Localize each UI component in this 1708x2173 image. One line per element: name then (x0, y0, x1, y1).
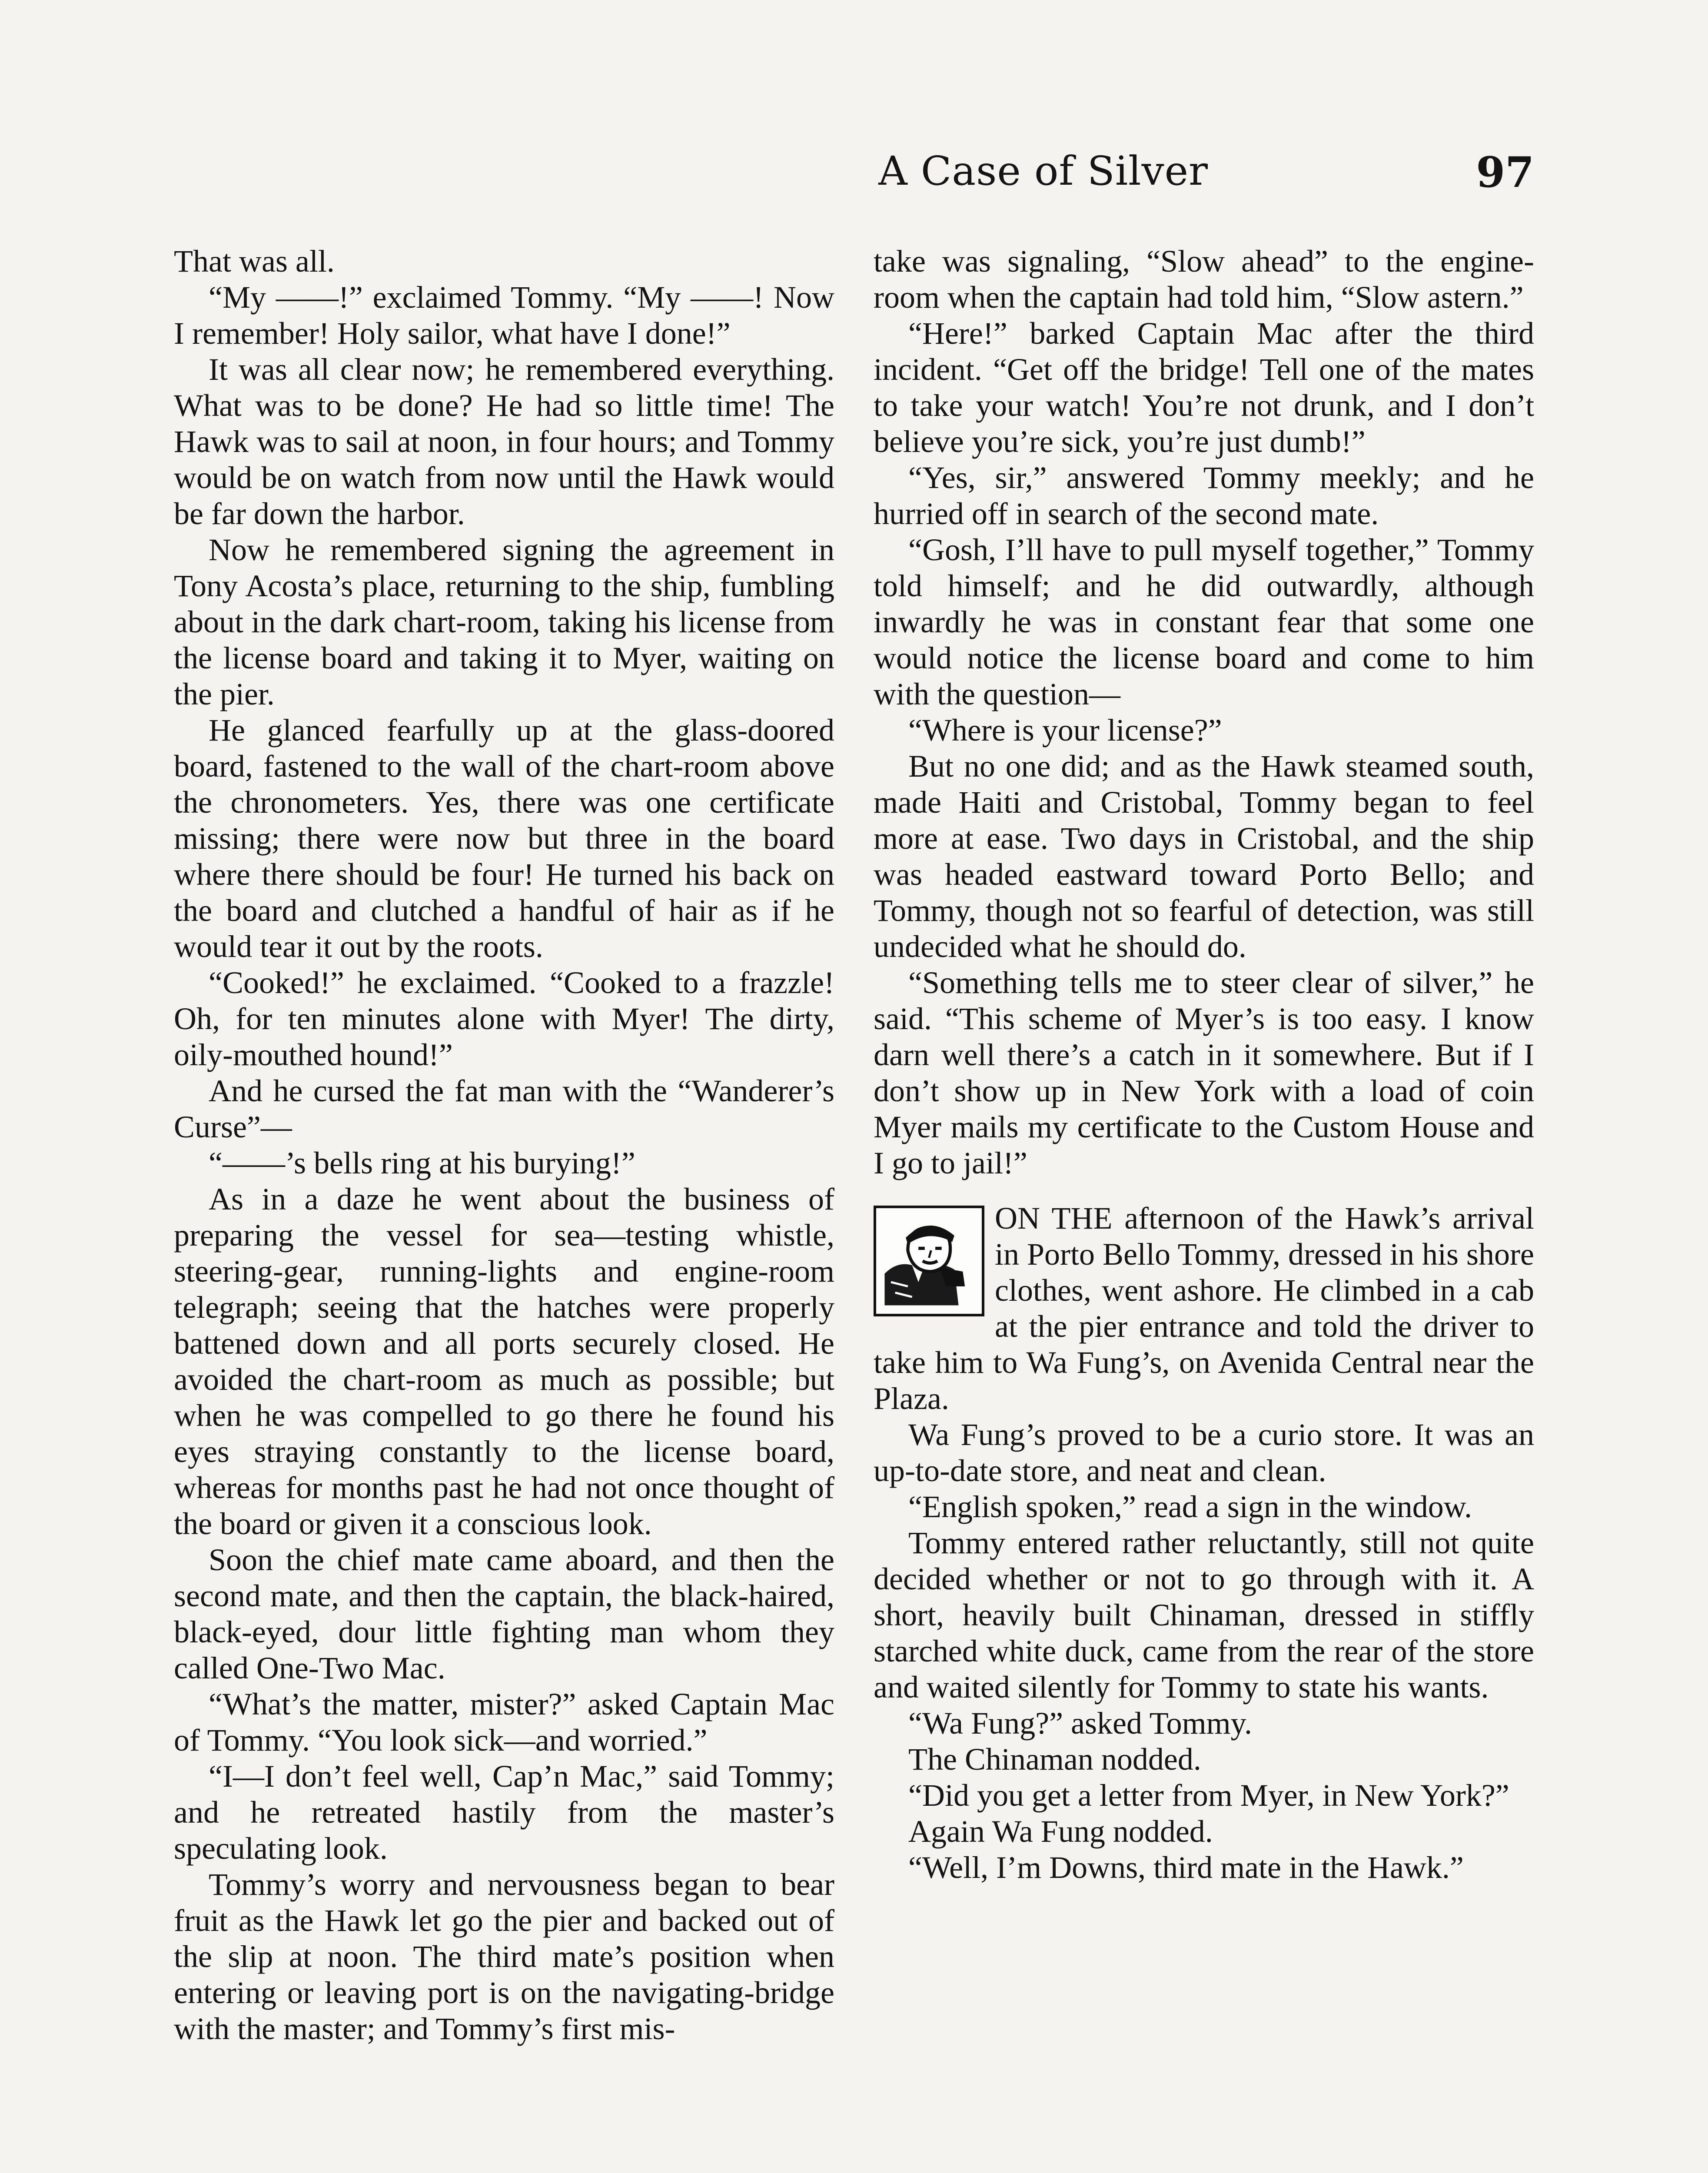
paragraph: Soon the chief mate came aboard, and then the second mate, and then the captain, the black-haired, black-eyed, dour little fighting man whom they called One-Two Mac. (174, 1542, 834, 1685)
paragraph: “Something tells me to steer clear of silver,” he said. “This scheme of Myer’s is too easy. I know darn well there’s a catch in it somewhere. But if I don’t show up in New York with a load of coin Myer mails my certificate to the Custom House and I go to jail!” (874, 965, 1534, 1180)
paragraph: “Where is your license?” (908, 713, 1222, 748)
section-break (874, 1200, 1534, 1417)
story-title: A Case of Silver (878, 148, 1208, 194)
paragraph: “Wa Fung?” asked Tommy. (908, 1706, 1252, 1741)
sailor-portrait-icon (874, 1206, 984, 1316)
paragraph: “I—I don’t feel well, Cap’n Mac,” said Tommy; and he retreated hastily from the master’s speculating look. (174, 1759, 834, 1866)
paragraph: “——’s bells ring at his burying!” (209, 1146, 635, 1180)
paragraph: “What’s the matter, mister?” asked Captain Mac of Tommy. “You look sick—and worried.” (174, 1687, 834, 1758)
paragraph: The Chinaman nodded. (908, 1742, 1201, 1777)
paragraph: “Gosh, I’ll have to pull myself together,” Tommy told himself; and he did outwardly, although inwardly he was in constant fear that some one would notice the license board and come to him with the question— (874, 532, 1534, 711)
left-column (174, 243, 834, 2047)
paragraph: And he cursed the fat man with the “Wanderer’s Curse”— (174, 1073, 834, 1144)
paragraph: “Yes, sir,” answered Tommy meekly; and he hurried off in search of the second mate. (874, 460, 1534, 531)
paragraph: “Here!” barked Captain Mac after the third incident. “Get off the bridge! Tell one of the mates to take your watch! You’re not drunk, and I don’t believe you’re sick, you’re just dumb!” (874, 316, 1534, 459)
page-number: 97 (1476, 148, 1534, 197)
paragraph: “Well, I’m Downs, third mate in the Hawk.” (908, 1850, 1464, 1885)
running-head (174, 148, 1534, 209)
paragraph: That was all. (174, 244, 335, 279)
paragraph: But no one did; and as the Hawk steamed south, made Haiti and Cristobal, Tommy began to feel more at ease. Two days in Cristobal, and the ship was headed eastward toward Porto Bello; and Tommy, though not so fearful of detection, was still undecided what he should do. (874, 749, 1534, 964)
paragraph: take was signaling, “Slow ahead” to the engine-room when the captain had told him, “Slow astern.” (874, 244, 1534, 315)
paragraph: As in a daze he went about the business of preparing the vessel for sea—testing whistle, steering-gear, running-lights and engine-room telegraph; seeing that the hatches were properly battened down and all ports securely closed. He avoided the chart-room as much as possible; but when he was compelled to go there he found his eyes straying constantly to the license board, whereas for months past he had not once thought of the board or given it a conscious look. (174, 1182, 834, 1541)
paragraph: Now he remembered signing the agreement in Tony Acosta’s place, returning to the ship, fumbling about in the dark chart-room, taking his license from the license board and taking it to Myer, waiting on the pier. (174, 532, 834, 711)
section-opening-paragraph: ON THE afternoon of the Hawk’s arrival in Porto Bello Tommy, dressed in his shore clothes, went ashore. He climbed in a cab at the pier entrance and told the driver to take him to Wa Fung’s, on Avenida Central near the Plaza. (874, 1201, 1534, 1416)
paragraph: Tommy entered rather reluctantly, still not quite decided whether or not to go through with it. A short, heavily built Chinaman, dressed in stiffly starched white duck, came from the rear of the store and waited silently for Tommy to state his wants. (874, 1525, 1534, 1705)
paragraph: Again Wa Fung nodded. (908, 1814, 1213, 1849)
paragraph: “My ——!” exclaimed Tommy. “My ——! Now I remember! Holy sailor, what have I done!” (174, 280, 834, 351)
paragraph: Wa Fung’s proved to be a curio store. It was an up-to-date store, and neat and clean. (874, 1417, 1534, 1488)
paragraph: It was all clear now; he remembered everything. What was to be done? He had so little time! The Hawk was to sail at noon, in four hours; and Tommy would be on watch from now until the Hawk would be far down the harbor. (174, 352, 834, 531)
paragraph: “Did you get a letter from Myer, in New York?” (908, 1778, 1509, 1813)
paragraph: “Cooked!” he exclaimed. “Cooked to a frazzle! Oh, for ten minutes alone with Myer! The dirty, oily-mouthed hound!” (174, 965, 834, 1072)
right-column (874, 243, 1534, 1886)
paragraph: He glanced fearfully up at the glass-doored board, fastened to the wall of the chart-room above the chronometers. Yes, there was one certificate missing; there were now but three in the board where there should be four! He turned his back on the board and clutched a handful of hair as if he would tear it out by the roots. (174, 713, 834, 964)
paragraph: Tommy’s worry and nervousness began to bear fruit as the Hawk let go the pier and backed out of the slip at noon. The third mate’s position when entering or leaving port is on the navigating-bridge with the master; and Tommy’s first mis- (174, 1867, 834, 2046)
paragraph: “English spoken,” read a sign in the window. (908, 1489, 1472, 1524)
